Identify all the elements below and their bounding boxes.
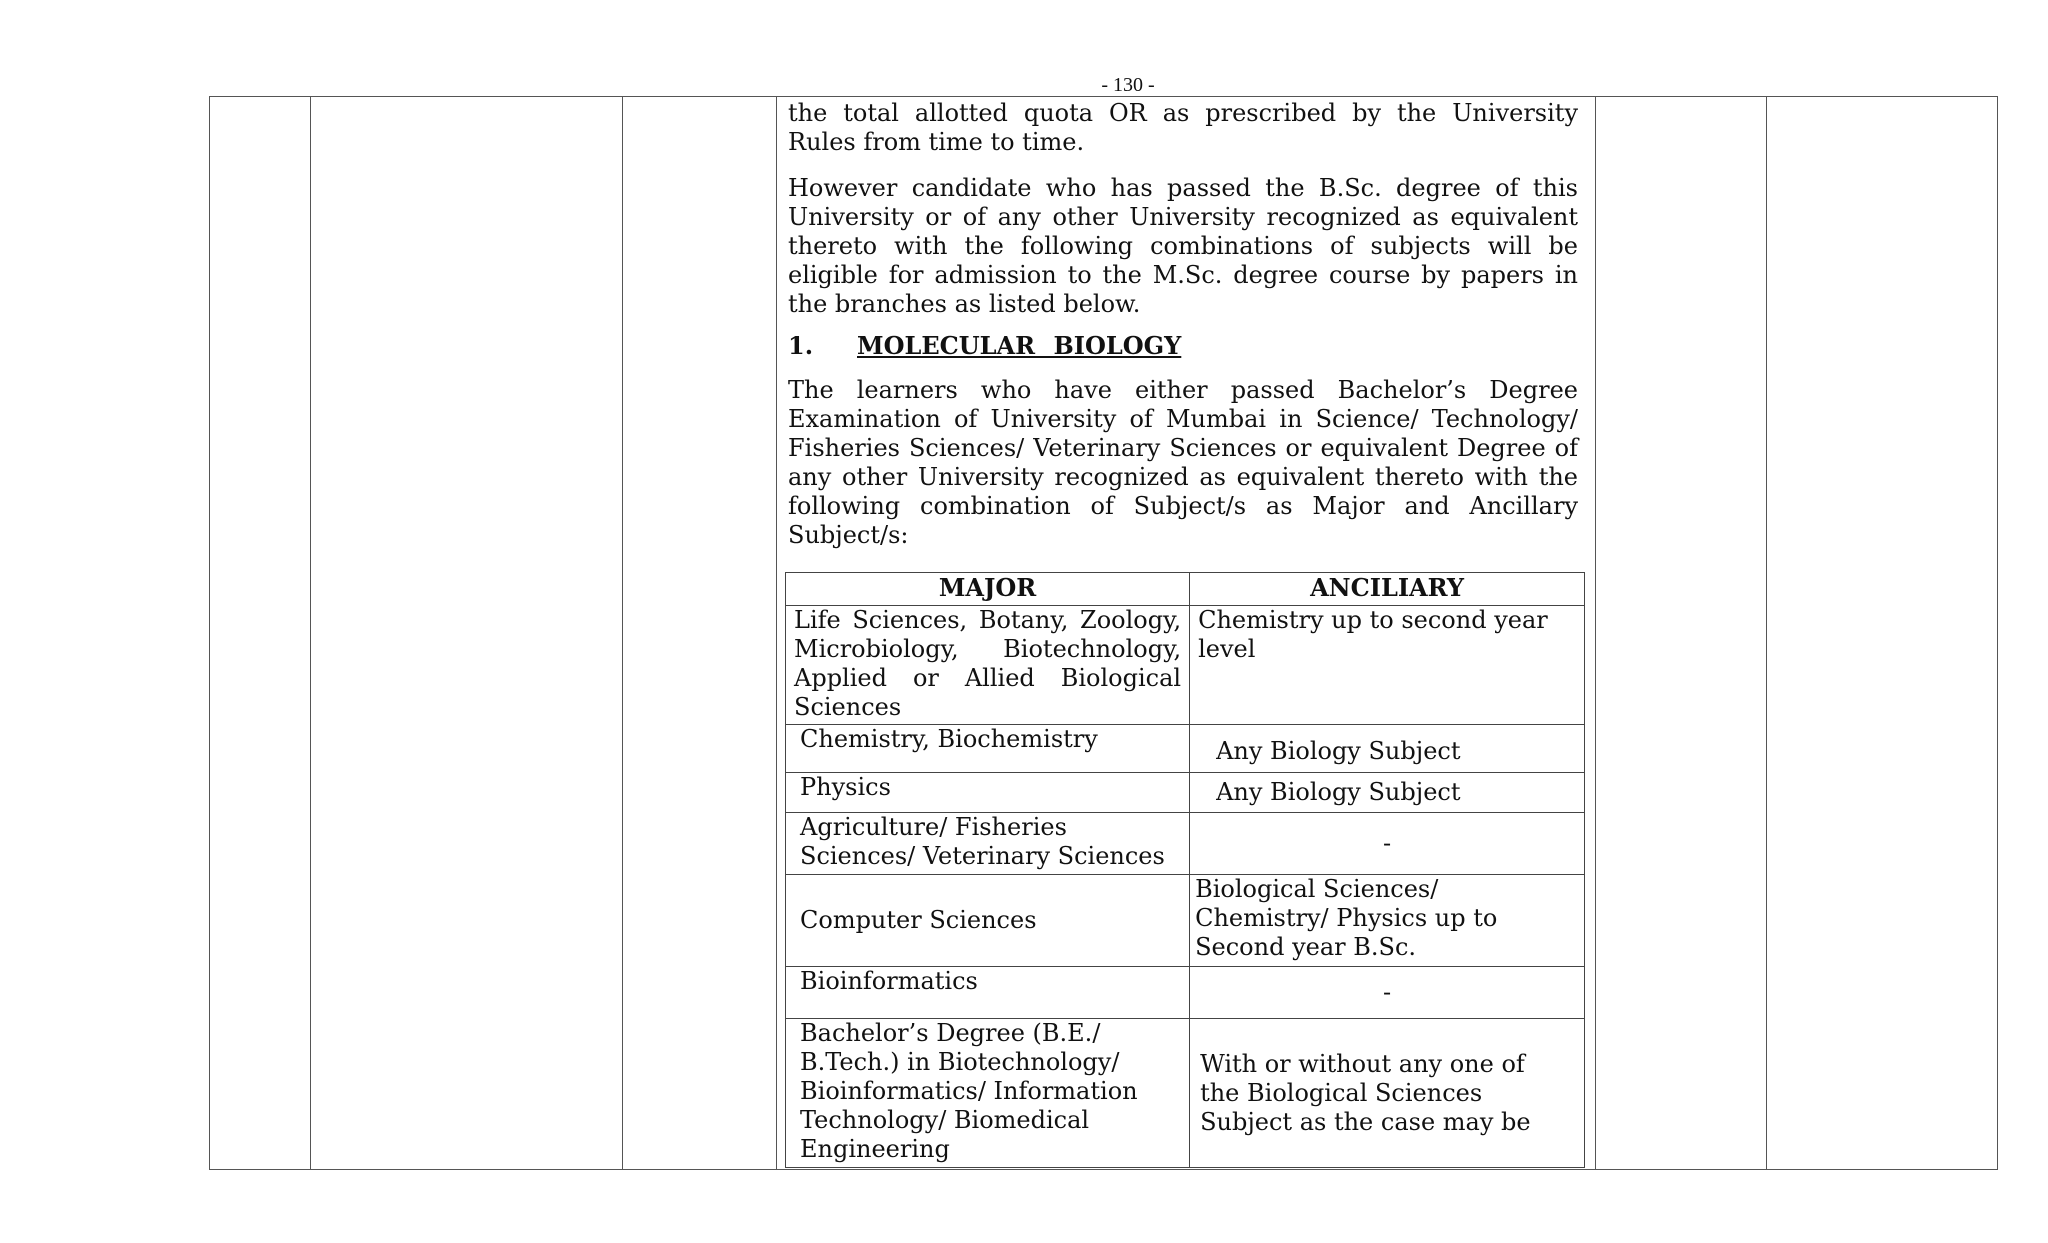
- anciliary-cell: Any Biology Subject: [1190, 773, 1585, 813]
- column-divider: [622, 97, 623, 1169]
- major-cell: Bioinformatics: [786, 967, 1190, 1019]
- section-title: MOLECULAR BIOLOGY: [857, 331, 1182, 360]
- major-cell: Bachelor’s Degree (B.E./ B.Tech.) in Biotechnology/ Bioinformatics/ Information Technology/ Biomedical Engineering: [786, 1019, 1190, 1168]
- anciliary-cell: With or without any one of the Biological Sciences Subject as the case may be: [1190, 1019, 1585, 1168]
- anciliary-cell: Biological Sciences/ Chemistry/ Physics up to Second year B.Sc.: [1190, 875, 1585, 967]
- table-row: [786, 725, 1585, 773]
- table-header-row: [786, 573, 1585, 606]
- table-row: [786, 967, 1585, 1019]
- paragraph-learners: The learners who have either passed Bachelor’s Degree Examination of University of Mumbai in Science/ Technology/ Fisheries Sciences/ Veterinary Sciences or equivalent Degree of any other University recognized as equivalent thereto with the following combination of Subject/s as Major and Ancillary Subject/s:: [788, 376, 1578, 549]
- table-row: [786, 773, 1585, 813]
- anciliary-cell: -: [1190, 813, 1585, 875]
- column-divider: [1595, 97, 1596, 1169]
- major-cell: Agriculture/ Fisheries Sciences/ Veterinary Sciences: [786, 813, 1190, 875]
- subjects-table: [785, 572, 1585, 1168]
- major-cell: Life Sciences, Botany, Zoology, Microbiology, Biotechnology, Applied or Allied Biological Sciences: [786, 606, 1190, 725]
- column-divider: [776, 97, 777, 1169]
- anciliary-cell: -: [1190, 967, 1585, 1019]
- major-cell: Physics: [786, 773, 1190, 813]
- table-row: [786, 606, 1585, 725]
- paragraph-bsc-eligibility: However candidate who has passed the B.Sc. degree of this University or of any other University recognized as equivalent thereto with the following combinations of subjects will be eligible for admission to the M.Sc. degree course by papers in the branches as listed below.: [788, 174, 1578, 318]
- header-anciliary: ANCILIARY: [1190, 573, 1585, 606]
- eligibility-text: [788, 99, 1578, 550]
- anciliary-cell: Chemistry up to second year level: [1190, 606, 1585, 725]
- section-number: 1.: [788, 331, 814, 360]
- table-row: [786, 813, 1585, 875]
- column-divider: [310, 97, 311, 1169]
- table-row: [786, 1019, 1585, 1168]
- major-cell: Chemistry, Biochemistry: [786, 725, 1190, 773]
- table-row: [786, 875, 1585, 967]
- paragraph-quota: the total allotted quota OR as prescribed by the University Rules from time to time.: [788, 99, 1578, 156]
- header-major: MAJOR: [786, 573, 1190, 606]
- section-heading: [788, 331, 1578, 360]
- column-divider: [1766, 97, 1767, 1169]
- major-cell: Computer Sciences: [786, 875, 1190, 967]
- page-number: - 130 -: [1101, 74, 1155, 96]
- anciliary-cell: Any Biology Subject: [1190, 725, 1585, 773]
